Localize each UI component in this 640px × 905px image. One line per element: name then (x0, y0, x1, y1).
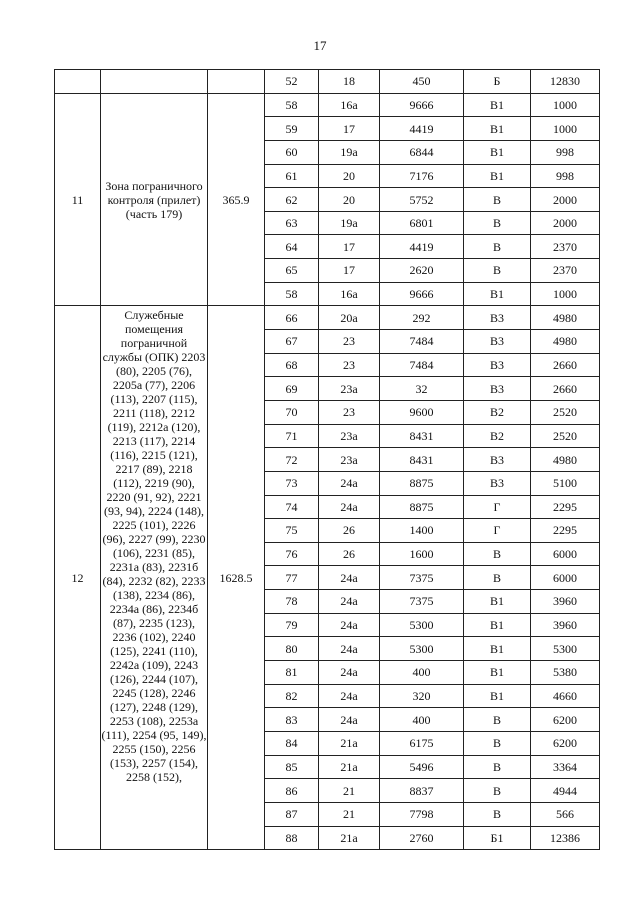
cell-point: 70 (265, 400, 319, 424)
cell-class: В (464, 188, 531, 212)
cell-point: 80 (265, 637, 319, 661)
cell-type: 26 (319, 542, 380, 566)
cell-class: В1 (464, 684, 531, 708)
cell-point: 75 (265, 519, 319, 543)
cell-point: 65 (265, 259, 319, 283)
cell-level: 2370 (531, 235, 600, 259)
cell-type: 24а (319, 495, 380, 519)
section-name (101, 70, 208, 94)
cell-value: 2620 (380, 259, 464, 283)
cell-class: В1 (464, 613, 531, 637)
section-number: 11 (55, 93, 101, 306)
table-body (55, 70, 600, 850)
cell-type: 24а (319, 613, 380, 637)
cell-level: 2000 (531, 211, 600, 235)
cell-level: 998 (531, 140, 600, 164)
cell-type: 23а (319, 448, 380, 472)
cell-point: 72 (265, 448, 319, 472)
cell-level: 4980 (531, 306, 600, 330)
cell-point: 84 (265, 731, 319, 755)
cell-value: 4419 (380, 235, 464, 259)
cell-level: 3960 (531, 613, 600, 637)
cell-value: 9666 (380, 282, 464, 306)
cell-point: 58 (265, 282, 319, 306)
cell-type: 21 (319, 779, 380, 803)
cell-type: 19а (319, 211, 380, 235)
cell-level: 6200 (531, 731, 600, 755)
cell-class: В (464, 779, 531, 803)
table-row (55, 70, 600, 94)
cell-class: В3 (464, 377, 531, 401)
cell-class: В2 (464, 400, 531, 424)
cell-value: 1400 (380, 519, 464, 543)
cell-level: 4980 (531, 330, 600, 354)
cell-class: Б (464, 70, 531, 94)
cell-level: 2520 (531, 400, 600, 424)
cell-class: В1 (464, 164, 531, 188)
cell-point: 59 (265, 117, 319, 141)
cell-point: 78 (265, 590, 319, 614)
cell-value: 8431 (380, 448, 464, 472)
cell-type: 21а (319, 731, 380, 755)
cell-class: В1 (464, 117, 531, 141)
cell-level: 998 (531, 164, 600, 188)
cell-point: 69 (265, 377, 319, 401)
section-name: Зона пограничного контроля (прилет) (часть 179) (101, 93, 208, 306)
cell-class: В (464, 235, 531, 259)
cell-value: 450 (380, 70, 464, 94)
cell-point: 71 (265, 424, 319, 448)
cell-level: 12386 (531, 826, 600, 850)
cell-level: 4660 (531, 684, 600, 708)
cell-point: 68 (265, 353, 319, 377)
cell-level: 6200 (531, 708, 600, 732)
cell-type: 18 (319, 70, 380, 94)
cell-value: 5752 (380, 188, 464, 212)
cell-point: 66 (265, 306, 319, 330)
cell-value: 7176 (380, 164, 464, 188)
cell-point: 77 (265, 566, 319, 590)
cell-value: 400 (380, 708, 464, 732)
cell-point: 63 (265, 211, 319, 235)
cell-point: 52 (265, 70, 319, 94)
cell-level: 3960 (531, 590, 600, 614)
cell-level: 1000 (531, 93, 600, 117)
cell-class: В (464, 731, 531, 755)
cell-type: 24а (319, 566, 380, 590)
cell-value: 5300 (380, 613, 464, 637)
cell-type: 24а (319, 684, 380, 708)
cell-type: 23 (319, 400, 380, 424)
cell-value: 4419 (380, 117, 464, 141)
cell-class: В1 (464, 637, 531, 661)
cell-level: 3364 (531, 755, 600, 779)
cell-point: 64 (265, 235, 319, 259)
cell-value: 9600 (380, 400, 464, 424)
cell-class: В3 (464, 471, 531, 495)
cell-value: 2760 (380, 826, 464, 850)
section-name: Служебные помещения пограничной службы (ОПК) 2203 (80), 2205 (76), 2205а (77), 2206 (113), 2207 (115), 2211 (118), 2212 (119), 2212а (120), 2213 (117), 2214 (116), 2215 (121), 2217 (89), 2218 (112), 2219 (90), 2220 (91, 92), 2221 (93, 94), 2224 (148), 2225 (101), 2226 (96), 2227 (99), 2230 (106), 2231 (85), 2231а (83), 2231б (84), 2232 (82), 2233 (138), 2234 (86), 2234а (86), 2234б (87), 2235 (123), 2236 (102), 2240 (125), 2241 (110), 2242а (109), 2243 (126), 2244 (107), 2245 (128), 2246 (127), 2248 (129), 2253 (108), 2253а (111), 2254 (95, 149), 2255 (150), 2256 (153), 2257 (154), 2258 (152), (101, 306, 208, 850)
cell-point: 87 (265, 802, 319, 826)
cell-class: В (464, 708, 531, 732)
cell-value: 292 (380, 306, 464, 330)
data-table (54, 69, 600, 850)
cell-point: 83 (265, 708, 319, 732)
cell-class: В3 (464, 448, 531, 472)
cell-class: В3 (464, 330, 531, 354)
page-number: 17 (313, 38, 327, 53)
cell-level: 4944 (531, 779, 600, 803)
cell-level: 6000 (531, 566, 600, 590)
cell-type: 23 (319, 353, 380, 377)
cell-point: 67 (265, 330, 319, 354)
cell-level: 1000 (531, 282, 600, 306)
cell-type: 17 (319, 117, 380, 141)
section-number: 12 (55, 306, 101, 850)
cell-class: В1 (464, 140, 531, 164)
cell-type: 20 (319, 188, 380, 212)
table-row (55, 306, 600, 330)
cell-type: 17 (319, 259, 380, 283)
cell-value: 6801 (380, 211, 464, 235)
cell-point: 76 (265, 542, 319, 566)
cell-value: 5496 (380, 755, 464, 779)
cell-point: 79 (265, 613, 319, 637)
cell-level: 5380 (531, 661, 600, 685)
cell-level: 1000 (531, 117, 600, 141)
cell-point: 85 (265, 755, 319, 779)
cell-point: 86 (265, 779, 319, 803)
cell-point: 73 (265, 471, 319, 495)
cell-point: 74 (265, 495, 319, 519)
section-area: 1628.5 (208, 306, 265, 850)
cell-level: 4980 (531, 448, 600, 472)
cell-point: 88 (265, 826, 319, 850)
cell-point: 58 (265, 93, 319, 117)
cell-class: В1 (464, 282, 531, 306)
cell-class: В (464, 542, 531, 566)
cell-value: 32 (380, 377, 464, 401)
cell-value: 8875 (380, 495, 464, 519)
cell-point: 60 (265, 140, 319, 164)
cell-type: 23 (319, 330, 380, 354)
cell-level: 6000 (531, 542, 600, 566)
cell-value: 8431 (380, 424, 464, 448)
cell-type: 24а (319, 590, 380, 614)
cell-level: 5100 (531, 471, 600, 495)
cell-value: 7375 (380, 566, 464, 590)
cell-level: 2295 (531, 519, 600, 543)
cell-value: 7798 (380, 802, 464, 826)
cell-type: 20 (319, 164, 380, 188)
cell-type: 16а (319, 282, 380, 306)
cell-class: В (464, 259, 531, 283)
cell-level: 2370 (531, 259, 600, 283)
cell-value: 9666 (380, 93, 464, 117)
cell-point: 81 (265, 661, 319, 685)
cell-class: В (464, 566, 531, 590)
cell-value: 7484 (380, 330, 464, 354)
cell-value: 7375 (380, 590, 464, 614)
cell-class: В (464, 802, 531, 826)
table-row (55, 93, 600, 117)
cell-type: 24а (319, 708, 380, 732)
cell-class: В1 (464, 661, 531, 685)
cell-type: 26 (319, 519, 380, 543)
cell-type: 23а (319, 424, 380, 448)
cell-point: 62 (265, 188, 319, 212)
cell-value: 1600 (380, 542, 464, 566)
cell-value: 6175 (380, 731, 464, 755)
cell-type: 23а (319, 377, 380, 401)
cell-level: 2295 (531, 495, 600, 519)
cell-class: В2 (464, 424, 531, 448)
cell-level: 2000 (531, 188, 600, 212)
cell-class: Г (464, 495, 531, 519)
cell-class: В3 (464, 306, 531, 330)
cell-type: 19а (319, 140, 380, 164)
cell-class: Г (464, 519, 531, 543)
cell-class: В1 (464, 93, 531, 117)
cell-type: 24а (319, 471, 380, 495)
cell-type: 17 (319, 235, 380, 259)
cell-value: 8837 (380, 779, 464, 803)
cell-point: 82 (265, 684, 319, 708)
cell-value: 320 (380, 684, 464, 708)
cell-level: 2520 (531, 424, 600, 448)
cell-value: 5300 (380, 637, 464, 661)
cell-level: 5300 (531, 637, 600, 661)
cell-level: 12830 (531, 70, 600, 94)
section-area (208, 70, 265, 94)
cell-type: 21а (319, 826, 380, 850)
cell-type: 16а (319, 93, 380, 117)
cell-type: 24а (319, 661, 380, 685)
cell-value: 8875 (380, 471, 464, 495)
cell-value: 400 (380, 661, 464, 685)
cell-type: 21а (319, 755, 380, 779)
cell-class: В (464, 211, 531, 235)
cell-level: 2660 (531, 353, 600, 377)
cell-type: 20а (319, 306, 380, 330)
cell-point: 61 (265, 164, 319, 188)
cell-class: В (464, 755, 531, 779)
cell-value: 7484 (380, 353, 464, 377)
cell-type: 24а (319, 637, 380, 661)
cell-value: 6844 (380, 140, 464, 164)
section-area: 365.9 (208, 93, 265, 306)
cell-class: В3 (464, 353, 531, 377)
cell-level: 566 (531, 802, 600, 826)
cell-type: 21 (319, 802, 380, 826)
cell-level: 2660 (531, 377, 600, 401)
cell-class: Б1 (464, 826, 531, 850)
section-number (55, 70, 101, 94)
cell-class: В1 (464, 590, 531, 614)
